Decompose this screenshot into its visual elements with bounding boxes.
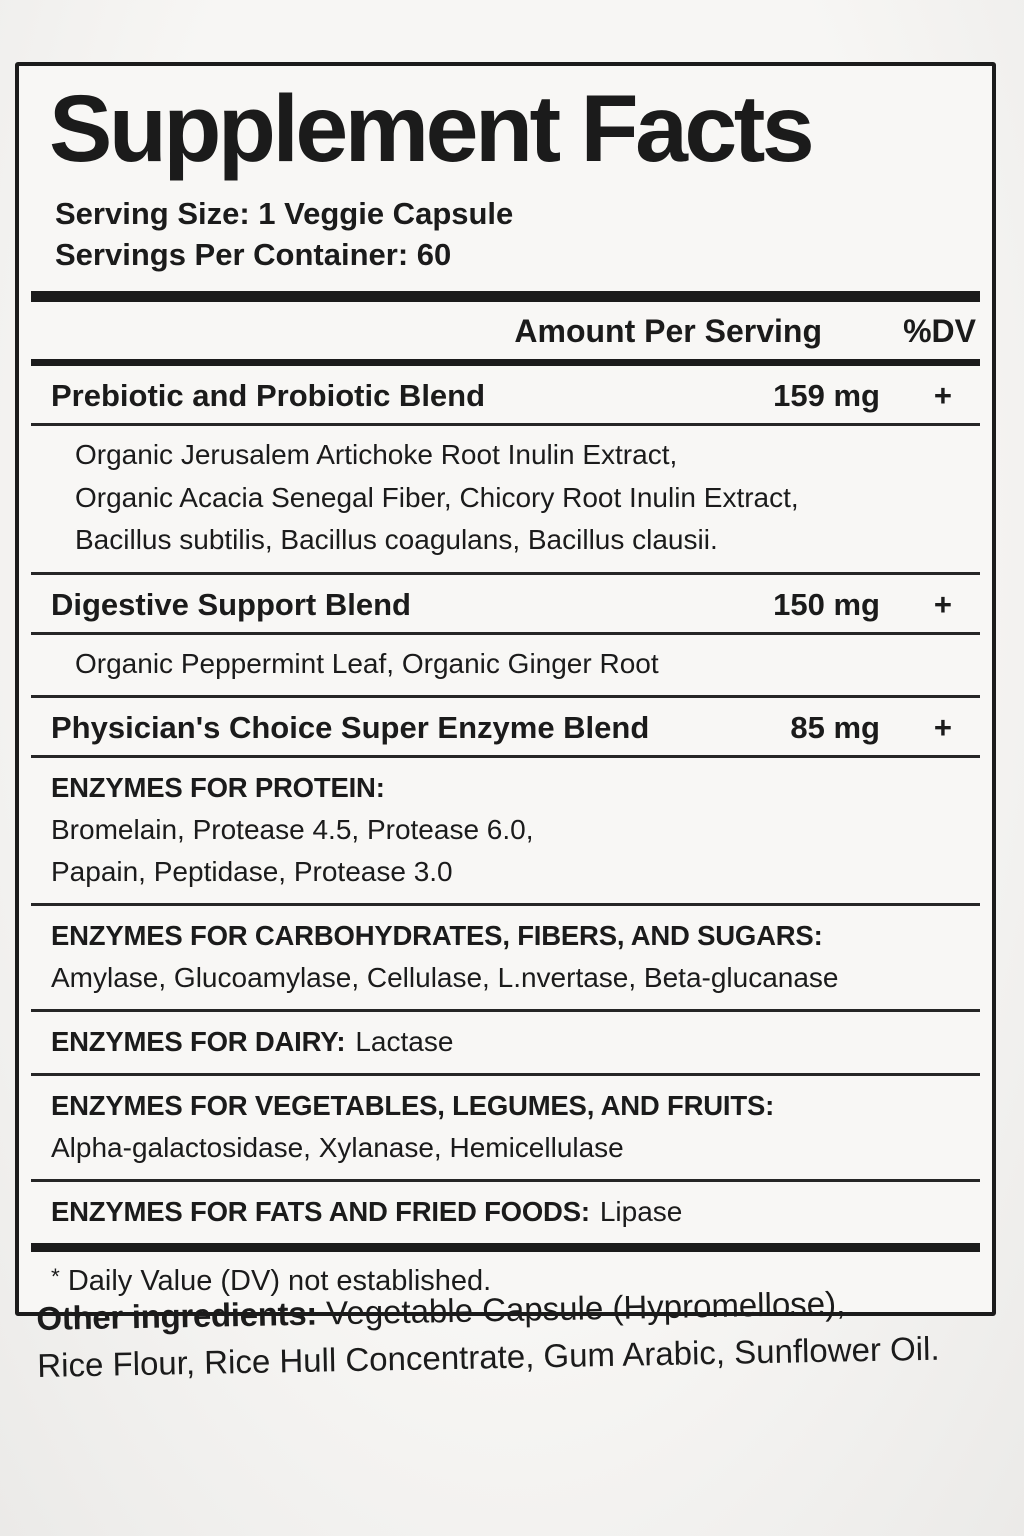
other-ingredients [36,1278,968,1390]
enzyme-inline-value: Lipase [599,1196,683,1228]
blend-dv: + [933,710,952,746]
ingredient-line: Organic Acacia Senegal Fiber, Chicory Root Inulin Extract, [75,481,799,513]
footnote-asterisk: * [51,1264,60,1290]
enzyme-inline-value: Lactase [355,1026,454,1058]
panel-title: Supplement Facts [49,76,812,182]
enzyme-section-vegetables [19,1076,992,1179]
serving-size: Serving Size: 1 Veggie Capsule [55,195,514,231]
ingredient-line: Organic Peppermint Leaf, Organic Ginger Root [75,647,659,679]
blend-row-digestive-support [19,575,992,632]
divider-thick-bottom [31,1243,980,1252]
enzyme-line: Bromelain, Protease 4.5, Protease 6.0, [51,814,534,846]
enzyme-section-dairy [19,1012,992,1073]
other-ingredients-label: Other ingredients: [36,1294,318,1337]
supplement-facts-panel [15,62,996,1316]
serving-info [55,193,992,275]
blend-dv: + [933,586,952,622]
amount-per-serving-header: Amount Per Serving [514,313,822,350]
blend-name: Digestive Support Blend [51,586,411,622]
ingredient-line: Bacillus subtilis, Bacillus coagulans, Bacillus clausii. [75,524,718,556]
ingredient-line: Organic Jerusalem Artichoke Root Inulin Extract, [75,439,678,471]
blend-amount: 159 mg [773,378,880,414]
blend-amount: 150 mg [773,586,880,622]
blend-row-prebiotic-probiotic [19,366,992,423]
divider-medium [31,359,980,366]
blend-amount: 85 mg [790,710,880,746]
column-header-row [19,302,992,359]
enzyme-heading: ENZYMES FOR DAIRY: [51,1026,346,1058]
blend-ingredients-prebiotic [19,426,992,572]
enzyme-heading: ENZYMES FOR VEGETABLES, LEGUMES, AND FRUITS: [51,1090,775,1122]
enzyme-line: Alpha-galactosidase, Xylanase, Hemicellulase [51,1132,624,1164]
blend-dv: + [933,378,952,414]
enzyme-heading: ENZYMES FOR CARBOHYDRATES, FIBERS, AND SUGARS: [51,920,823,952]
blend-row-super-enzyme [19,698,992,755]
enzyme-heading: ENZYMES FOR FATS AND FRIED FOODS: [51,1196,590,1228]
divider-thick-top [31,291,980,302]
blend-name: Prebiotic and Probiotic Blend [51,378,486,414]
enzyme-section-protein [19,758,992,903]
dv-header: %DV [903,313,976,350]
blend-name: Physician's Choice Super Enzyme Blend [51,710,650,746]
servings-per-container: Servings Per Container: 60 [55,237,452,273]
enzyme-heading: ENZYMES FOR PROTEIN: [51,772,385,804]
other-ingredients-line2: Rice Flour, Rice Hull Concentrate, Gum Arabic, Sunflower Oil. [36,1329,940,1384]
enzyme-line: Papain, Peptidase, Protease 3.0 [51,856,453,888]
blend-ingredients-digestive [19,635,992,696]
footnote-text: Daily Value (DV) not established. [67,1265,492,1298]
enzyme-section-carbohydrates [19,906,992,1009]
enzyme-section-fats [19,1182,992,1243]
other-ingredients-line1: Vegetable Capsule (Hypromellose), [325,1284,846,1332]
enzyme-line: Amylase, Glucoamylase, Cellulase, L.nvertase, Beta-glucanase [51,962,839,994]
